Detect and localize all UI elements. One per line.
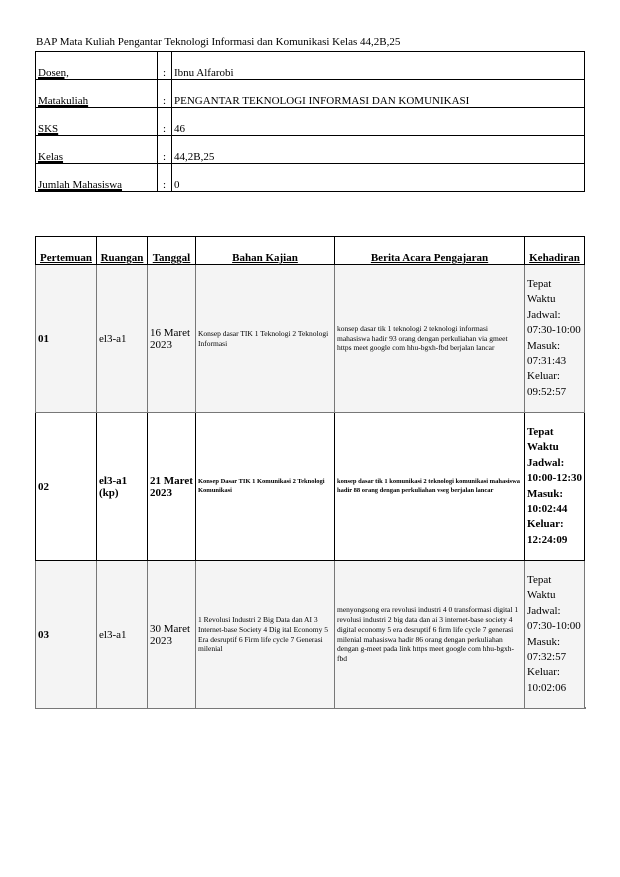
cell-tanggal: 16 Maret 2023 bbox=[148, 265, 196, 413]
cell-bahan-kajian: 1 Revolusi Industri 2 Big Data dan AI 3 Internet-base Society 4 Dig ital Economy 5 Era desruptif 6 Firm life cycle 7 Generasi milenial bbox=[196, 561, 335, 709]
info-label: SKS bbox=[36, 108, 158, 136]
cell-ruangan: el3-a1 (kp) bbox=[97, 413, 148, 561]
cell-tanggal: 21 Maret 2023 bbox=[148, 413, 196, 561]
info-row-matakuliah bbox=[36, 80, 585, 108]
cell-pertemuan: 01 bbox=[36, 265, 97, 413]
course-info-table bbox=[35, 51, 585, 192]
cell-berita-acara: konsep dasar tik 1 komunikasi 2 teknologi komunikasi mahasiswa hadir 88 orang dengan perkuliahan vseg berjalan lancar bbox=[335, 413, 525, 561]
info-value: 0 bbox=[172, 164, 585, 192]
cell-kehadiran: Tepat Waktu Jadwal: 10:00-12:30 Masuk: 10:02:44 Keluar: 12:24:09 bbox=[525, 413, 585, 561]
cell-pertemuan: 03 bbox=[36, 561, 97, 709]
attendance-table bbox=[35, 236, 585, 709]
header-bahan-kajian: Bahan Kajian bbox=[196, 237, 335, 265]
info-value: Ibnu Alfarobi bbox=[172, 52, 585, 80]
cell-berita-acara: menyongsong era revolusi industri 4 0 transformasi digital 1 revolusi industri 2 big data dan ai 3 internet-base society 4 digital economy 5 era desruptif 6 firm life cycle 7 generasi milenial mahasiswa hadir 86 orang dengan perkuliahan dengan g-meet pada link https meet google com hhu-bgxh-fbd bbox=[335, 561, 525, 709]
cell-bahan-kajian: Konsep Dasar TIK 1 Komunikasi 2 Teknologi Komunikasi bbox=[196, 413, 335, 561]
info-separator: : bbox=[158, 52, 172, 80]
info-label: Dosen, bbox=[36, 52, 158, 80]
cell-ruangan: el3-a1 bbox=[97, 561, 148, 709]
document-title: BAP Mata Kuliah Pengantar Teknologi Informasi dan Komunikasi Kelas 44,2B,25 bbox=[36, 36, 401, 48]
info-separator: : bbox=[158, 108, 172, 136]
info-label: Jumlah Mahasiswa bbox=[36, 164, 158, 192]
cell-bahan-kajian: Konsep dasar TIK 1 Teknologi 2 Teknologi Informasi bbox=[196, 265, 335, 413]
header-pertemuan: Pertemuan bbox=[36, 237, 97, 265]
header-berita-acara: Berita Acara Pengajaran bbox=[335, 237, 525, 265]
cell-pertemuan: 02 bbox=[36, 413, 97, 561]
table-row bbox=[36, 265, 585, 413]
info-row-kelas bbox=[36, 136, 585, 164]
info-row-sks bbox=[36, 108, 585, 136]
attendance-header-row bbox=[36, 237, 585, 265]
info-separator: : bbox=[158, 80, 172, 108]
cell-kehadiran: Tepat Waktu Jadwal: 07:30-10:00 Masuk: 07:31:43 Keluar: 09:52:57 bbox=[525, 265, 585, 413]
cell-tanggal: 30 Maret 2023 bbox=[148, 561, 196, 709]
info-row-jumlah-mahasiswa bbox=[36, 164, 585, 192]
table-continuation-border bbox=[35, 707, 586, 709]
info-value: PENGANTAR TEKNOLOGI INFORMASI DAN KOMUNIKASI bbox=[172, 80, 585, 108]
info-row-dosen bbox=[36, 52, 585, 80]
info-label: Kelas bbox=[36, 136, 158, 164]
info-value: 46 bbox=[172, 108, 585, 136]
cell-ruangan: el3-a1 bbox=[97, 265, 148, 413]
cell-kehadiran: Tepat Waktu Jadwal: 07:30-10:00 Masuk: 07:32:57 Keluar: 10:02:06 bbox=[525, 561, 585, 709]
info-separator: : bbox=[158, 164, 172, 192]
table-row bbox=[36, 413, 585, 561]
cell-berita-acara: konsep dasar tik 1 teknologi 2 teknologi informasi mahasiswa hadir 93 orang dengan perkuliahan via gmeet https meet google com hhu-bgxh-fbd berjalan lancar bbox=[335, 265, 525, 413]
info-separator: : bbox=[158, 136, 172, 164]
header-kehadiran: Kehadiran bbox=[525, 237, 585, 265]
info-label: Matakuliah bbox=[36, 80, 158, 108]
header-tanggal: Tanggal bbox=[148, 237, 196, 265]
header-ruangan: Ruangan bbox=[97, 237, 148, 265]
table-row bbox=[36, 561, 585, 709]
info-value: 44,2B,25 bbox=[172, 136, 585, 164]
